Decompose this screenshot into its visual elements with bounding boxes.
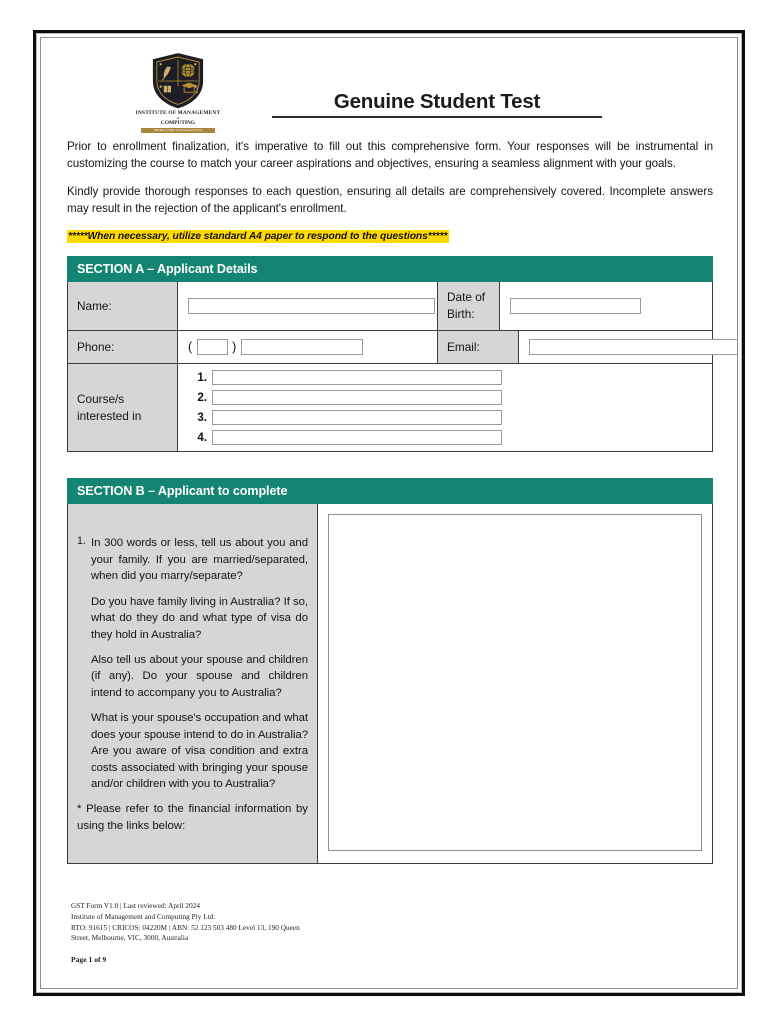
course-input-4[interactable]: [212, 430, 502, 445]
phone-number-input[interactable]: [241, 339, 363, 355]
phone-paren-close: ): [232, 340, 237, 355]
question-paragraph-1: In 300 words or less, tell us about you and your family. If you are married/separated, when did you marry/separate?: [91, 537, 308, 583]
document-header: [67, 50, 713, 138]
name-input[interactable]: [188, 298, 435, 314]
question-paragraph-3: Also tell us about your spouse and children (if any). Do your spouse and children intend to accompany you to Australia?: [91, 653, 308, 699]
logo-block: [122, 52, 234, 133]
section-b-question-row: [68, 504, 713, 864]
section-a-heading: SECTION A – Applicant Details: [68, 257, 713, 282]
section-a-table: [67, 256, 713, 452]
course-row: [178, 410, 712, 425]
document-sheet: [41, 38, 737, 988]
document-footer: [71, 901, 300, 964]
logo-line-2: &: [176, 115, 180, 120]
course-input-3[interactable]: [212, 410, 502, 425]
footer-line-1: GST Form V1.0 | Last reviewed: April 2024: [71, 902, 200, 911]
course-row: [178, 370, 712, 385]
name-label: Name:: [68, 282, 178, 331]
courses-row: [68, 364, 713, 452]
logo-line-3: COMPUTING: [160, 120, 196, 127]
email-field-cell: [519, 331, 713, 364]
a4-paper-notice: *****When necessary, utilize standard A4 paper to respond to the questions*****: [68, 231, 448, 243]
section-b-header-row: [68, 479, 713, 504]
section-b-table: [67, 478, 713, 864]
dob-field-cell: [500, 282, 713, 331]
phone-area-code-input[interactable]: [197, 339, 228, 355]
page-number: Page 1 of 9: [71, 955, 107, 964]
question-1-answer-cell: [318, 504, 713, 864]
logo-tagline: Building a bright and empowered future: [153, 128, 203, 133]
question-1-answer-textarea[interactable]: [328, 514, 702, 851]
name-field-cell: [178, 282, 438, 331]
question-paragraph-2: Do you have family living in Australia? If so, what do they do and what type of visa do they hold in Australia?: [91, 595, 308, 641]
question-1-body: [77, 535, 308, 792]
email-label: Email:: [438, 331, 519, 364]
phone-label: Phone:: [68, 331, 178, 364]
dob-label: Date of Birth:: [438, 282, 500, 331]
courses-list: [178, 364, 713, 452]
institute-shield-logo-icon: [149, 52, 207, 110]
intro-paragraph-2: Kindly provide thorough responses to each question, ensuring all details are comprehensively covered. Incomplete answers may result in the rejection of the applicant's enrollment.: [67, 185, 713, 216]
section-b-heading: SECTION B – Applicant to complete: [68, 479, 713, 504]
course-row: [178, 430, 712, 445]
intro-paragraph-1: Prior to enrollment finalization, it's imperative to fill out this comprehensive form. Your responses will be instrumental in customizing the course to match your career aspirations and objectives, ensuring a seamless alignment with your goals.: [67, 140, 713, 171]
courses-label: Course/s interested in: [68, 364, 178, 452]
footer-line-3: RTO: 91615 | CRICOS: 04220M | ABN: 52 123 503 480 Level 13, 190 Queen: [71, 923, 300, 932]
logo-tagline-bar: [141, 128, 215, 133]
phone-email-row: [68, 331, 713, 364]
course-number: 3.: [197, 411, 207, 425]
email-input[interactable]: [529, 339, 738, 355]
question-paragraphs: [91, 535, 308, 792]
phone-paren-open: (: [188, 340, 193, 355]
logo-line-1: INSTITUTE OF MANAGEMENT: [135, 110, 221, 116]
course-input-2[interactable]: [212, 390, 502, 405]
phone-field-cell: [178, 331, 438, 364]
name-dob-row: [68, 282, 713, 331]
financial-info-note: * Please refer to the financial information by using the links below:: [77, 803, 308, 832]
course-number: 1.: [197, 371, 207, 385]
section-a-header-row: [68, 257, 713, 282]
footer-line-4: Street, Melbourne, VIC, 3000, Australia: [71, 934, 189, 943]
document-page-frame: [33, 30, 745, 996]
course-input-1[interactable]: [212, 370, 502, 385]
page-title: Genuine Student Test: [272, 90, 602, 118]
footer-line-2: Institute of Management and Computing Pty Ltd.: [71, 913, 216, 922]
question-paragraph-4: What is your spouse's occupation and what does your spouse intend to do in Australia? Are you aware of visa condition and extra costs associated with bringing your spouse and/or children with you to Australia?: [91, 712, 308, 790]
date-of-birth-input[interactable]: [510, 298, 641, 314]
question-number: 1.: [77, 535, 86, 548]
course-number: 2.: [197, 391, 207, 405]
course-number: 4.: [197, 431, 207, 445]
document-page: [40, 37, 738, 989]
question-1-prompt: [68, 504, 318, 864]
course-row: [178, 390, 712, 405]
